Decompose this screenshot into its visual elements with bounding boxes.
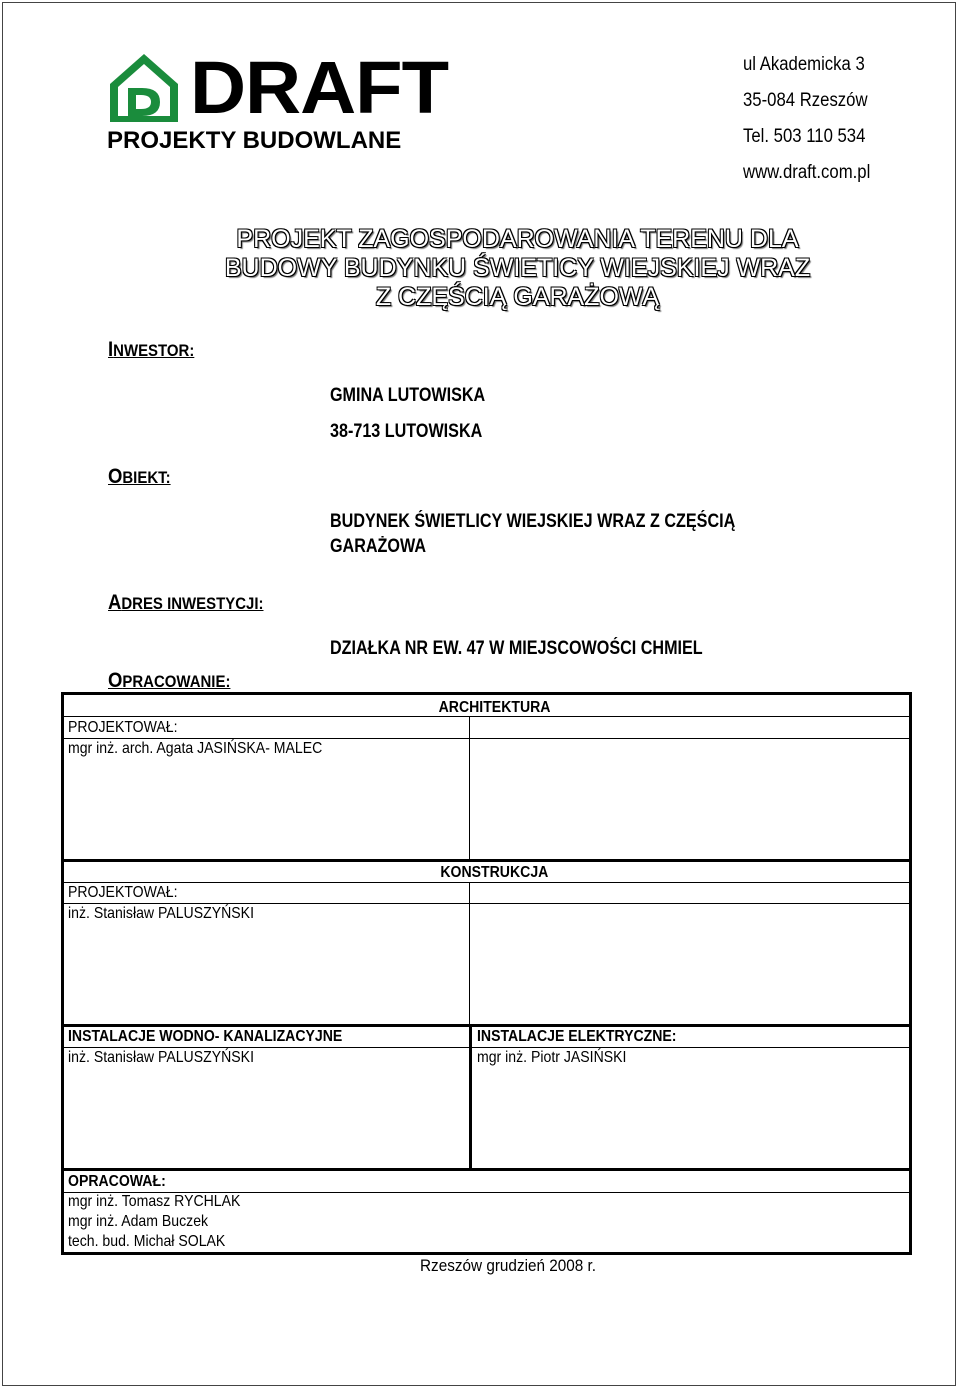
inwestor-name: GMINA LUTOWISKA: [330, 385, 486, 406]
address-city: 35-084 Rzeszów: [743, 90, 868, 111]
opracowal-heading: OPRACOWAŁ:: [68, 1173, 166, 1190]
obiekt-line-1: BUDYNEK ŚWIETLICY WIEJSKIEJ WRAZ Z CZĘŚCIĄ: [330, 511, 736, 532]
address-phone: Tel. 503 110 534: [743, 126, 866, 147]
credits-table: [61, 692, 912, 1255]
adres-label: ADRES INWESTYCJI:: [108, 591, 264, 614]
wod-kan-heading: INSTALACJE WODNO- KANALIZACYJNE: [68, 1028, 343, 1045]
address-website: www.draft.com.pl: [743, 162, 871, 183]
place-date: Rzeszów grudzień 2008 r.: [420, 1256, 597, 1275]
address-street: ul Akademicka 3: [743, 54, 865, 75]
konstrukcja-role: PROJEKTOWAŁ:: [68, 884, 178, 901]
document-title: [0, 225, 960, 312]
inwestor-label: INWESTOR:: [108, 338, 195, 361]
title-line-1: PROJEKT ZAGOSPODAROWANIA TERENU DLA: [236, 225, 799, 253]
opracowal-person-1: mgr inż. Tomasz RYCHLAK: [68, 1193, 241, 1210]
wod-kan-person: inż. Stanisław PALUSZYŃSKI: [68, 1049, 254, 1066]
draft-house-logo-icon: [108, 52, 180, 124]
divider: [64, 1168, 909, 1171]
divider: [469, 883, 470, 1024]
elektryczne-heading: INSTALACJE ELEKTRYCZNE:: [477, 1028, 677, 1045]
konstrukcja-person: inż. Stanisław PALUSZYŃSKI: [68, 905, 254, 922]
architektura-person: mgr inż. arch. Agata JASIŃSKA- MALEC: [68, 740, 323, 757]
opracowal-person-3: tech. bud. Michał SOLAK: [68, 1233, 226, 1250]
svg-text:D: D: [143, 99, 145, 100]
opracowal-person-2: mgr inż. Adam Buczek: [68, 1213, 209, 1230]
logo-subtitle: PROJEKTY BUDOWLANE: [107, 127, 402, 154]
elektryczne-person: mgr inż. Piotr JASIŃSKI: [477, 1049, 627, 1066]
opracowanie-label: OPRACOWANIE:: [108, 669, 231, 692]
divider: [64, 859, 909, 862]
logo-wordmark: DRAFT: [190, 46, 449, 129]
obiekt-label: OBIEKT:: [108, 465, 171, 488]
architektura-heading: ARCHITEKTURA: [438, 699, 551, 716]
inwestor-address: 38-713 LUTOWISKA: [330, 421, 483, 442]
title-line-2: BUDOWY BUDYNKU ŚWIETICY WIEJSKIEJ WRAZ: [224, 254, 811, 282]
divider: [469, 1027, 472, 1169]
divider: [64, 882, 909, 883]
obiekt-line-2: GARAŻOWA: [330, 536, 426, 557]
divider: [64, 716, 909, 717]
adres-value: DZIAŁKA NR EW. 47 W MIEJSCOWOŚCI CHMIEL: [330, 638, 703, 659]
konstrukcja-heading: KONSTRUKCJA: [440, 864, 549, 881]
title-line-3: Z CZĘŚCIĄ GARAŻOWĄ: [375, 283, 660, 311]
architektura-role: PROJEKTOWAŁ:: [68, 719, 178, 736]
divider: [64, 1024, 909, 1027]
